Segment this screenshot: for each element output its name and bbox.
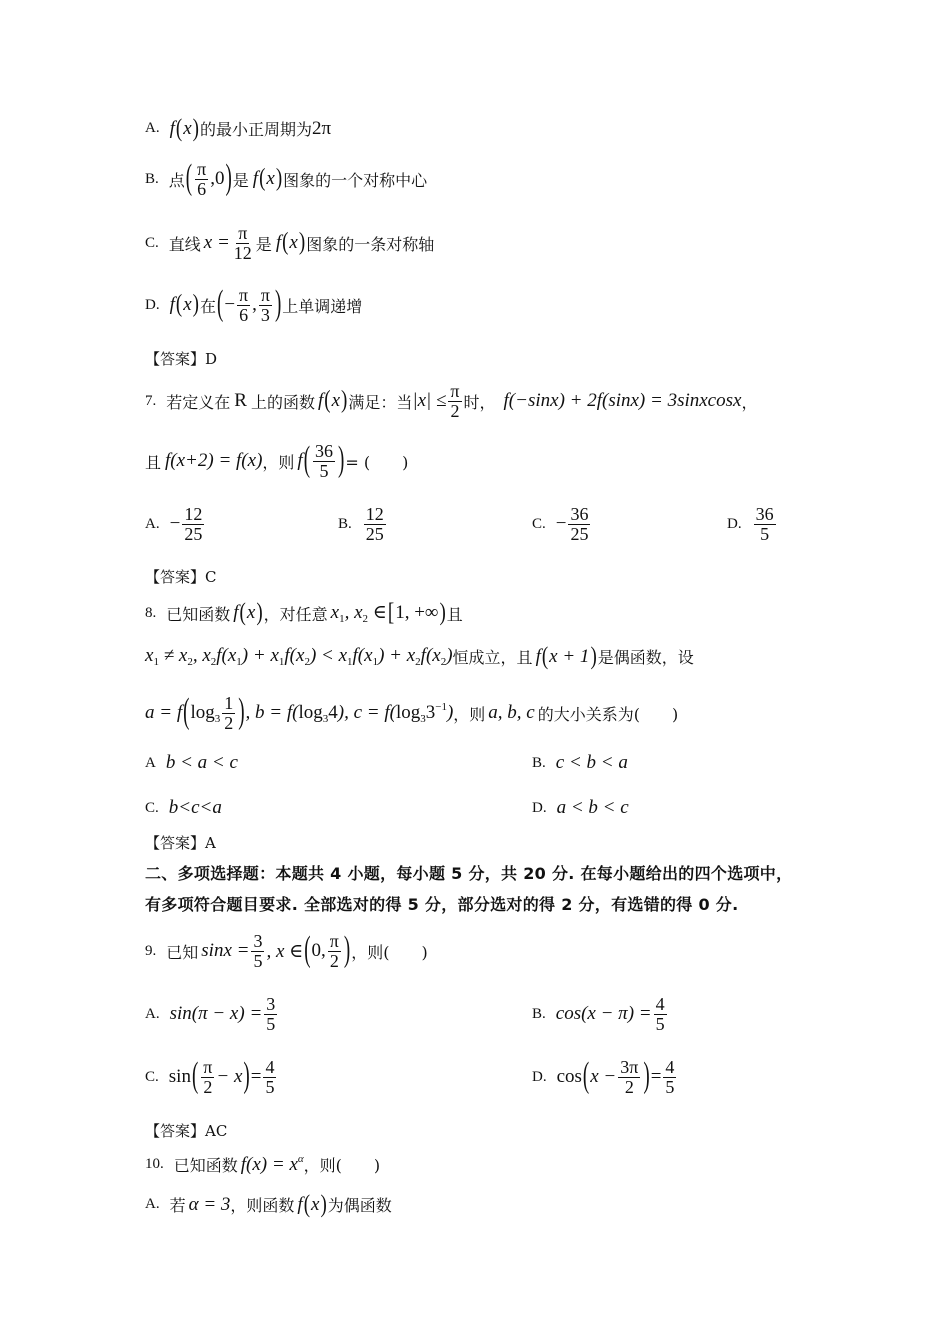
fraction: $\frac{4}{5}$ bbox=[665, 1057, 675, 1097]
question-text: 上的函数 bbox=[250, 392, 315, 412]
option-label: B. bbox=[145, 170, 159, 187]
option-label: D. bbox=[727, 515, 742, 532]
fraction: $\frac{\pi}{12}$ bbox=[233, 223, 252, 263]
option-label: A. bbox=[145, 120, 160, 136]
question-number: 9. bbox=[145, 942, 157, 959]
option-text: 是 bbox=[232, 170, 249, 190]
section-2-heading: 二、多项选择题：本题共 4 小题，每小题 5 分，共 20 分. 在每小题给出的四个选项中，有多项符合题目要求. 全部选对的得 5 分，部分选对的得 2 分，有选错的得 0 分. bbox=[145, 864, 793, 914]
option-label: B. bbox=[532, 1005, 546, 1022]
q9-option-c: C. sin ( $\frac{\pi}{2}$ − x ) = $\frac{4}{5}$ bbox=[145, 1056, 275, 1097]
option-expression: cos(x − π) = bbox=[555, 1003, 652, 1025]
set-r: R bbox=[234, 390, 247, 412]
option-label: C. bbox=[145, 234, 159, 251]
option-label: B. bbox=[532, 754, 546, 771]
option-label: D. bbox=[532, 799, 547, 816]
question-text: ，则 bbox=[453, 704, 486, 724]
q7-option-d bbox=[727, 505, 778, 544]
question-text: 是偶函数，设 bbox=[597, 648, 694, 667]
question-text: ，对任意 bbox=[263, 604, 328, 624]
option-label: D. bbox=[145, 296, 160, 313]
fraction: $\frac{4}{5}$ bbox=[655, 994, 665, 1034]
q9-option-b bbox=[532, 995, 669, 1034]
question-text: 若定义在 bbox=[166, 392, 231, 412]
q6-option-d: D. f ( x ) 在 ( − $\frac{\pi}{6}$ , $\frac{\pi}{3}$ ) 上单调递增 bbox=[145, 284, 363, 325]
option-value: b<c<a bbox=[168, 797, 222, 818]
q8-option-d bbox=[532, 797, 629, 819]
q8-stem-line2: $x_1 \ne x_2$, $x_2f(x_1) + x_1f(x_2) < x_1f(x_1) + x_2f(x_2)$ 恒成立，且 f ( x + 1 ) 是偶函数，设 bbox=[145, 641, 694, 670]
q10-option-a: A. 若 α = 3 ，则函数 f ( x ) 为偶函数 bbox=[145, 1189, 392, 1218]
option-text: 图象的一条对称轴 bbox=[306, 234, 435, 254]
q7-option-c bbox=[532, 505, 592, 544]
fraction: $\frac{3}{5}$ bbox=[253, 931, 263, 971]
question-text: 且 bbox=[446, 604, 463, 624]
q7-option-b bbox=[338, 505, 388, 544]
option-value: b < a < c bbox=[165, 752, 238, 773]
condition: |x| ≤ bbox=[412, 390, 447, 412]
question-number: 10. bbox=[145, 1156, 164, 1172]
option-label: A. bbox=[145, 1196, 160, 1212]
fraction: $\frac{\pi}{6}$ bbox=[239, 285, 249, 325]
option-label: A. bbox=[145, 1005, 160, 1022]
sign: − bbox=[169, 513, 181, 535]
option-label: A. bbox=[145, 515, 160, 532]
option-text: 是 bbox=[255, 234, 272, 254]
option-expression: x − bbox=[590, 1066, 617, 1088]
option-text: 在 bbox=[199, 296, 216, 316]
option-label: C. bbox=[532, 515, 546, 532]
minus-sign: − bbox=[224, 294, 236, 316]
periodic-equation: f(x+2) = f(x) bbox=[165, 450, 263, 472]
fraction: $\frac{\pi}{6}$ bbox=[197, 159, 207, 199]
fraction: $\frac{3\pi}{2}$ bbox=[620, 1057, 639, 1097]
q8-answer: 【答案】A bbox=[145, 834, 216, 852]
q9-stem: 9. 已知 sinx = $\frac{3}{5}$ , x ∈ ( 0, $\frac{\pi}{2}$ ) ，则( ) bbox=[145, 930, 428, 971]
option-label: C. bbox=[145, 1068, 159, 1085]
option-text: 直线 bbox=[168, 234, 201, 254]
question-text: 已知 bbox=[166, 942, 199, 962]
option-text: 为偶函数 bbox=[327, 1196, 392, 1215]
q9-option-a bbox=[145, 995, 279, 1034]
question-text: ，则( ) bbox=[351, 942, 428, 962]
q8-option-c bbox=[145, 797, 222, 819]
option-value: a < b < c bbox=[556, 797, 629, 818]
question-text: 的大小关系为( ) bbox=[537, 704, 679, 724]
question-text: 且 bbox=[145, 452, 162, 472]
option-label: A bbox=[145, 754, 156, 771]
question-text: = ( ) bbox=[345, 452, 409, 472]
fraction: $\frac{36}{25}$ bbox=[570, 504, 589, 544]
question-text: ，则( ) bbox=[303, 1156, 381, 1175]
q6-answer: 【答案】D bbox=[145, 350, 218, 368]
fraction: $\frac{1}{2}$ bbox=[224, 693, 234, 733]
option-text: 的最小正周期为 bbox=[199, 120, 312, 139]
fraction: $\frac{\pi}{3}$ bbox=[260, 285, 270, 325]
question-text: 时， bbox=[463, 392, 496, 412]
option-text: 点 bbox=[168, 170, 185, 190]
fraction: $\frac{4}{5}$ bbox=[265, 1057, 275, 1097]
fraction: $\frac{\pi}{2}$ bbox=[329, 931, 339, 971]
q7-answer: 【答案】C bbox=[145, 568, 217, 586]
option-text: 图象的一个对称中心 bbox=[283, 170, 428, 190]
period-value: 2π bbox=[311, 117, 332, 139]
q9-answer: 【答案】AC bbox=[145, 1122, 228, 1140]
option-text: 上单调递增 bbox=[282, 296, 363, 316]
q8-option-b bbox=[532, 752, 628, 774]
question-number: 8. bbox=[145, 604, 157, 621]
equation: x = bbox=[203, 232, 230, 254]
fraction: $\frac{\pi}{2}$ bbox=[450, 381, 460, 421]
question-text: 已知函数 bbox=[166, 604, 231, 624]
fraction: $\frac{12}{25}$ bbox=[184, 504, 203, 544]
q7-option-a bbox=[145, 505, 206, 544]
question-number: 7. bbox=[145, 392, 157, 409]
q8-stem-line3: a = f ( $\log_3$ $\frac{1}{2}$ ) , b = f( $\log_34$ ), c = f( $\log_33^{-1}$ ) ，则 a, b, c 的大小关系为( ) bbox=[145, 692, 679, 733]
option-text: 若 bbox=[169, 1196, 186, 1215]
fraction: $\frac{3}{5}$ bbox=[266, 994, 276, 1034]
option-text: ，则函数 bbox=[230, 1196, 295, 1215]
q6-option-c: C. 直线 x = $\frac{\pi}{12}$ 是 f ( x ) 图象的一条对称轴 bbox=[145, 223, 435, 263]
question-text: 已知函数 bbox=[173, 1156, 238, 1175]
fraction: $\frac{\pi}{2}$ bbox=[203, 1057, 213, 1097]
question-text: ，则 bbox=[262, 452, 295, 472]
option-expression: − x bbox=[216, 1066, 243, 1088]
option-expression: sin(π − x) = bbox=[169, 1003, 263, 1025]
fraction: $\frac{36}{5}$ bbox=[755, 504, 774, 544]
question-text: 满足：当 bbox=[348, 392, 413, 412]
q8-option-a bbox=[145, 752, 238, 774]
q6-option-b: B. 点 ( $\frac{\pi}{6}$ ,0 ) 是 f ( x ) 图象的一个对称中心 bbox=[145, 158, 428, 199]
option-label: C. bbox=[145, 799, 159, 816]
option-label: D. bbox=[532, 1068, 547, 1085]
fraction: $\frac{36}{5}$ bbox=[315, 441, 334, 481]
functional-equation: f(−sinx) + 2f(sinx) = 3sinxcosx bbox=[503, 390, 742, 412]
option-value: c < b < a bbox=[555, 752, 628, 773]
question-text: 恒成立，且 bbox=[452, 648, 533, 667]
punctuation: ， bbox=[741, 392, 758, 412]
q8-stem-line1: 8. 已知函数 f ( x ) ，对任意 $x_1$, $x_2$ ∈ [ 1, +∞ ) 且 bbox=[145, 598, 463, 627]
option-label: B. bbox=[338, 515, 352, 532]
fraction: $\frac{12}{25}$ bbox=[365, 504, 384, 544]
q7-stem-line1: 7. 若定义在 R 上的函数 f ( x ) 满足：当 |x| ≤ $\frac{\pi}{2}$ 时， f(−sinx) + 2f(sinx) = 3sinxcosx ， bbox=[145, 381, 758, 421]
q10-stem: 10. 已知函数 $f(x) = x^\alpha$ ，则( ) bbox=[145, 1153, 381, 1175]
sign: − bbox=[555, 513, 567, 535]
q6-option-a: A. f ( x ) 的最小正周期为 2π bbox=[145, 113, 332, 142]
q9-option-d: D. cos ( x − $\frac{3\pi}{2}$ ) = $\frac{4}{5}$ bbox=[532, 1056, 675, 1097]
q7-stem-line2: 且 f(x+2) = f(x) ，则 f ( $\frac{36}{5}$ ) = ( ) bbox=[145, 440, 409, 481]
point-coordinate: ,0 bbox=[210, 168, 225, 190]
